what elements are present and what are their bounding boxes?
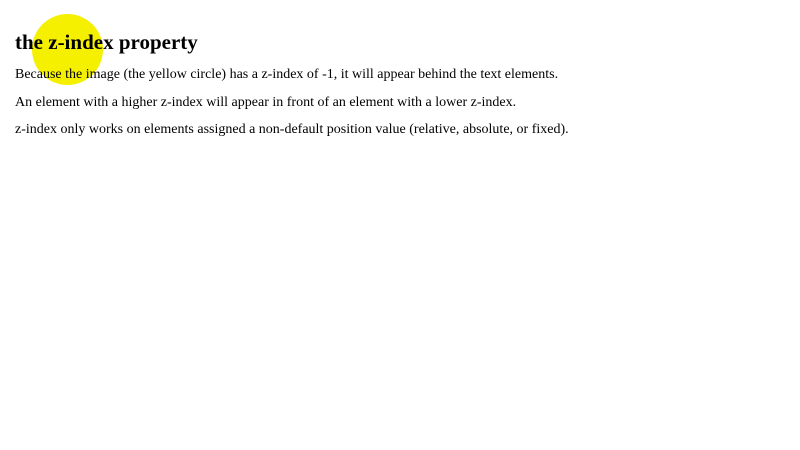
page-title: the z-index property	[15, 30, 198, 54]
paragraph-position-requirement: z-index only works on elements assigned a non-default position value (relative, absolute, or fixed).	[15, 122, 569, 137]
paragraph-z-index-behind: Because the image (the yellow circle) has a z-index of -1, it will appear behind the text elements.	[15, 67, 559, 82]
paragraph-higher-z-index: An element with a higher z-index will appear in front of an element with a lower z-index.	[15, 95, 517, 110]
